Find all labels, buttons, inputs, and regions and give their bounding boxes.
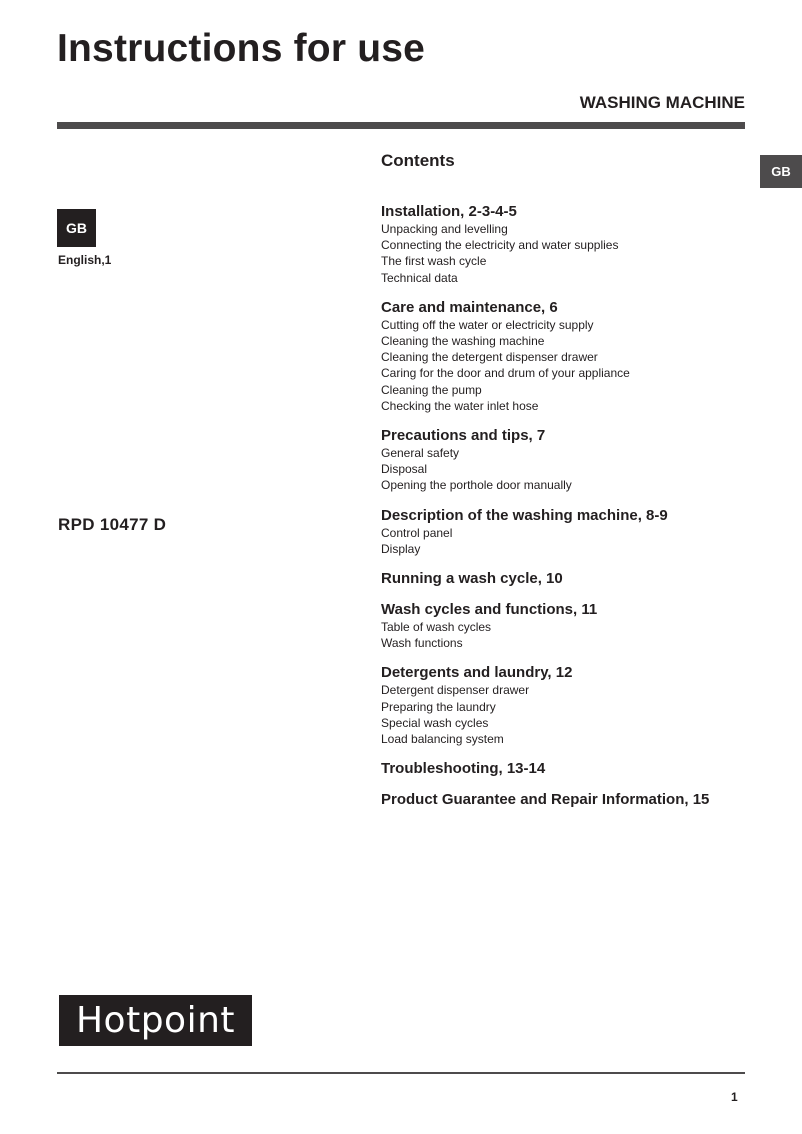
toc-section-troubleshooting bbox=[381, 760, 781, 778]
toc-item: Checking the water inlet hose bbox=[381, 398, 539, 413]
toc-heading[interactable]: Installation, 2-3-4-5 bbox=[381, 203, 517, 220]
language-label: English,1 bbox=[58, 253, 112, 267]
toc-item: Special wash cycles bbox=[381, 715, 489, 730]
toc-section-detergents bbox=[381, 664, 781, 747]
toc-item: Disposal bbox=[381, 462, 428, 477]
toc-item: Cleaning the detergent dispenser drawer bbox=[381, 350, 598, 365]
toc-section-precautions bbox=[381, 427, 781, 494]
footer-rule bbox=[57, 1072, 745, 1074]
page-title: Instructions for use bbox=[57, 27, 426, 70]
toc-item: Display bbox=[381, 541, 421, 556]
toc-section-description bbox=[381, 507, 781, 557]
toc-item: Caring for the door and drum of your appliance bbox=[381, 366, 630, 381]
page-number: 1 bbox=[731, 1090, 738, 1104]
toc-item: Cleaning the pump bbox=[381, 382, 482, 397]
toc-heading[interactable]: Detergents and laundry, 12 bbox=[381, 664, 573, 682]
toc-item: Preparing the laundry bbox=[381, 699, 496, 714]
model-number: RPD 10477 D bbox=[58, 515, 167, 534]
toc-heading[interactable]: Wash cycles and functions, 11 bbox=[381, 601, 598, 619]
toc-item: Cleaning the washing machine bbox=[381, 334, 545, 349]
toc-item: Opening the porthole door manually bbox=[381, 478, 572, 493]
language-side-tab: GB bbox=[760, 155, 802, 188]
toc-heading[interactable]: Product Guarantee and Repair Information, 15 bbox=[381, 791, 710, 809]
toc-section-wash-cycles bbox=[381, 601, 781, 651]
toc-section-guarantee bbox=[381, 791, 781, 809]
toc-item: Cutting off the water or electricity supply bbox=[381, 317, 594, 332]
toc-heading[interactable]: Troubleshooting, 13-14 bbox=[381, 760, 546, 778]
header-rule bbox=[57, 122, 745, 129]
product-type: WASHING MACHINE bbox=[579, 93, 745, 112]
toc-item: Wash functions bbox=[381, 636, 463, 651]
toc-heading[interactable]: Care and maintenance, 6 bbox=[381, 298, 558, 316]
toc-item: Connecting the electricity and water supplies bbox=[381, 238, 619, 253]
language-badge: GB bbox=[57, 209, 96, 247]
toc-heading[interactable]: Running a wash cycle, 10 bbox=[381, 570, 563, 588]
hotpoint-logo: Hotpoint bbox=[59, 995, 252, 1046]
toc-heading[interactable]: Precautions and tips, 7 bbox=[381, 427, 546, 445]
toc-item: The first wash cycle bbox=[381, 254, 487, 269]
toc-item: Table of wash cycles bbox=[381, 620, 492, 635]
toc-item: Technical data bbox=[381, 270, 458, 285]
toc-item: Unpacking and levelling bbox=[381, 222, 508, 236]
toc-item: Control panel bbox=[381, 525, 453, 540]
toc-item: General safety bbox=[381, 446, 460, 461]
table-of-contents bbox=[381, 203, 781, 822]
contents-heading: Contents bbox=[381, 151, 455, 170]
toc-heading[interactable]: Description of the washing machine, 8-9 bbox=[381, 506, 668, 524]
toc-section-care bbox=[381, 299, 781, 414]
toc-section-running bbox=[381, 570, 781, 588]
toc-item: Detergent dispenser drawer bbox=[381, 683, 530, 698]
toc-section-installation bbox=[381, 203, 781, 286]
toc-item: Load balancing system bbox=[381, 732, 504, 747]
